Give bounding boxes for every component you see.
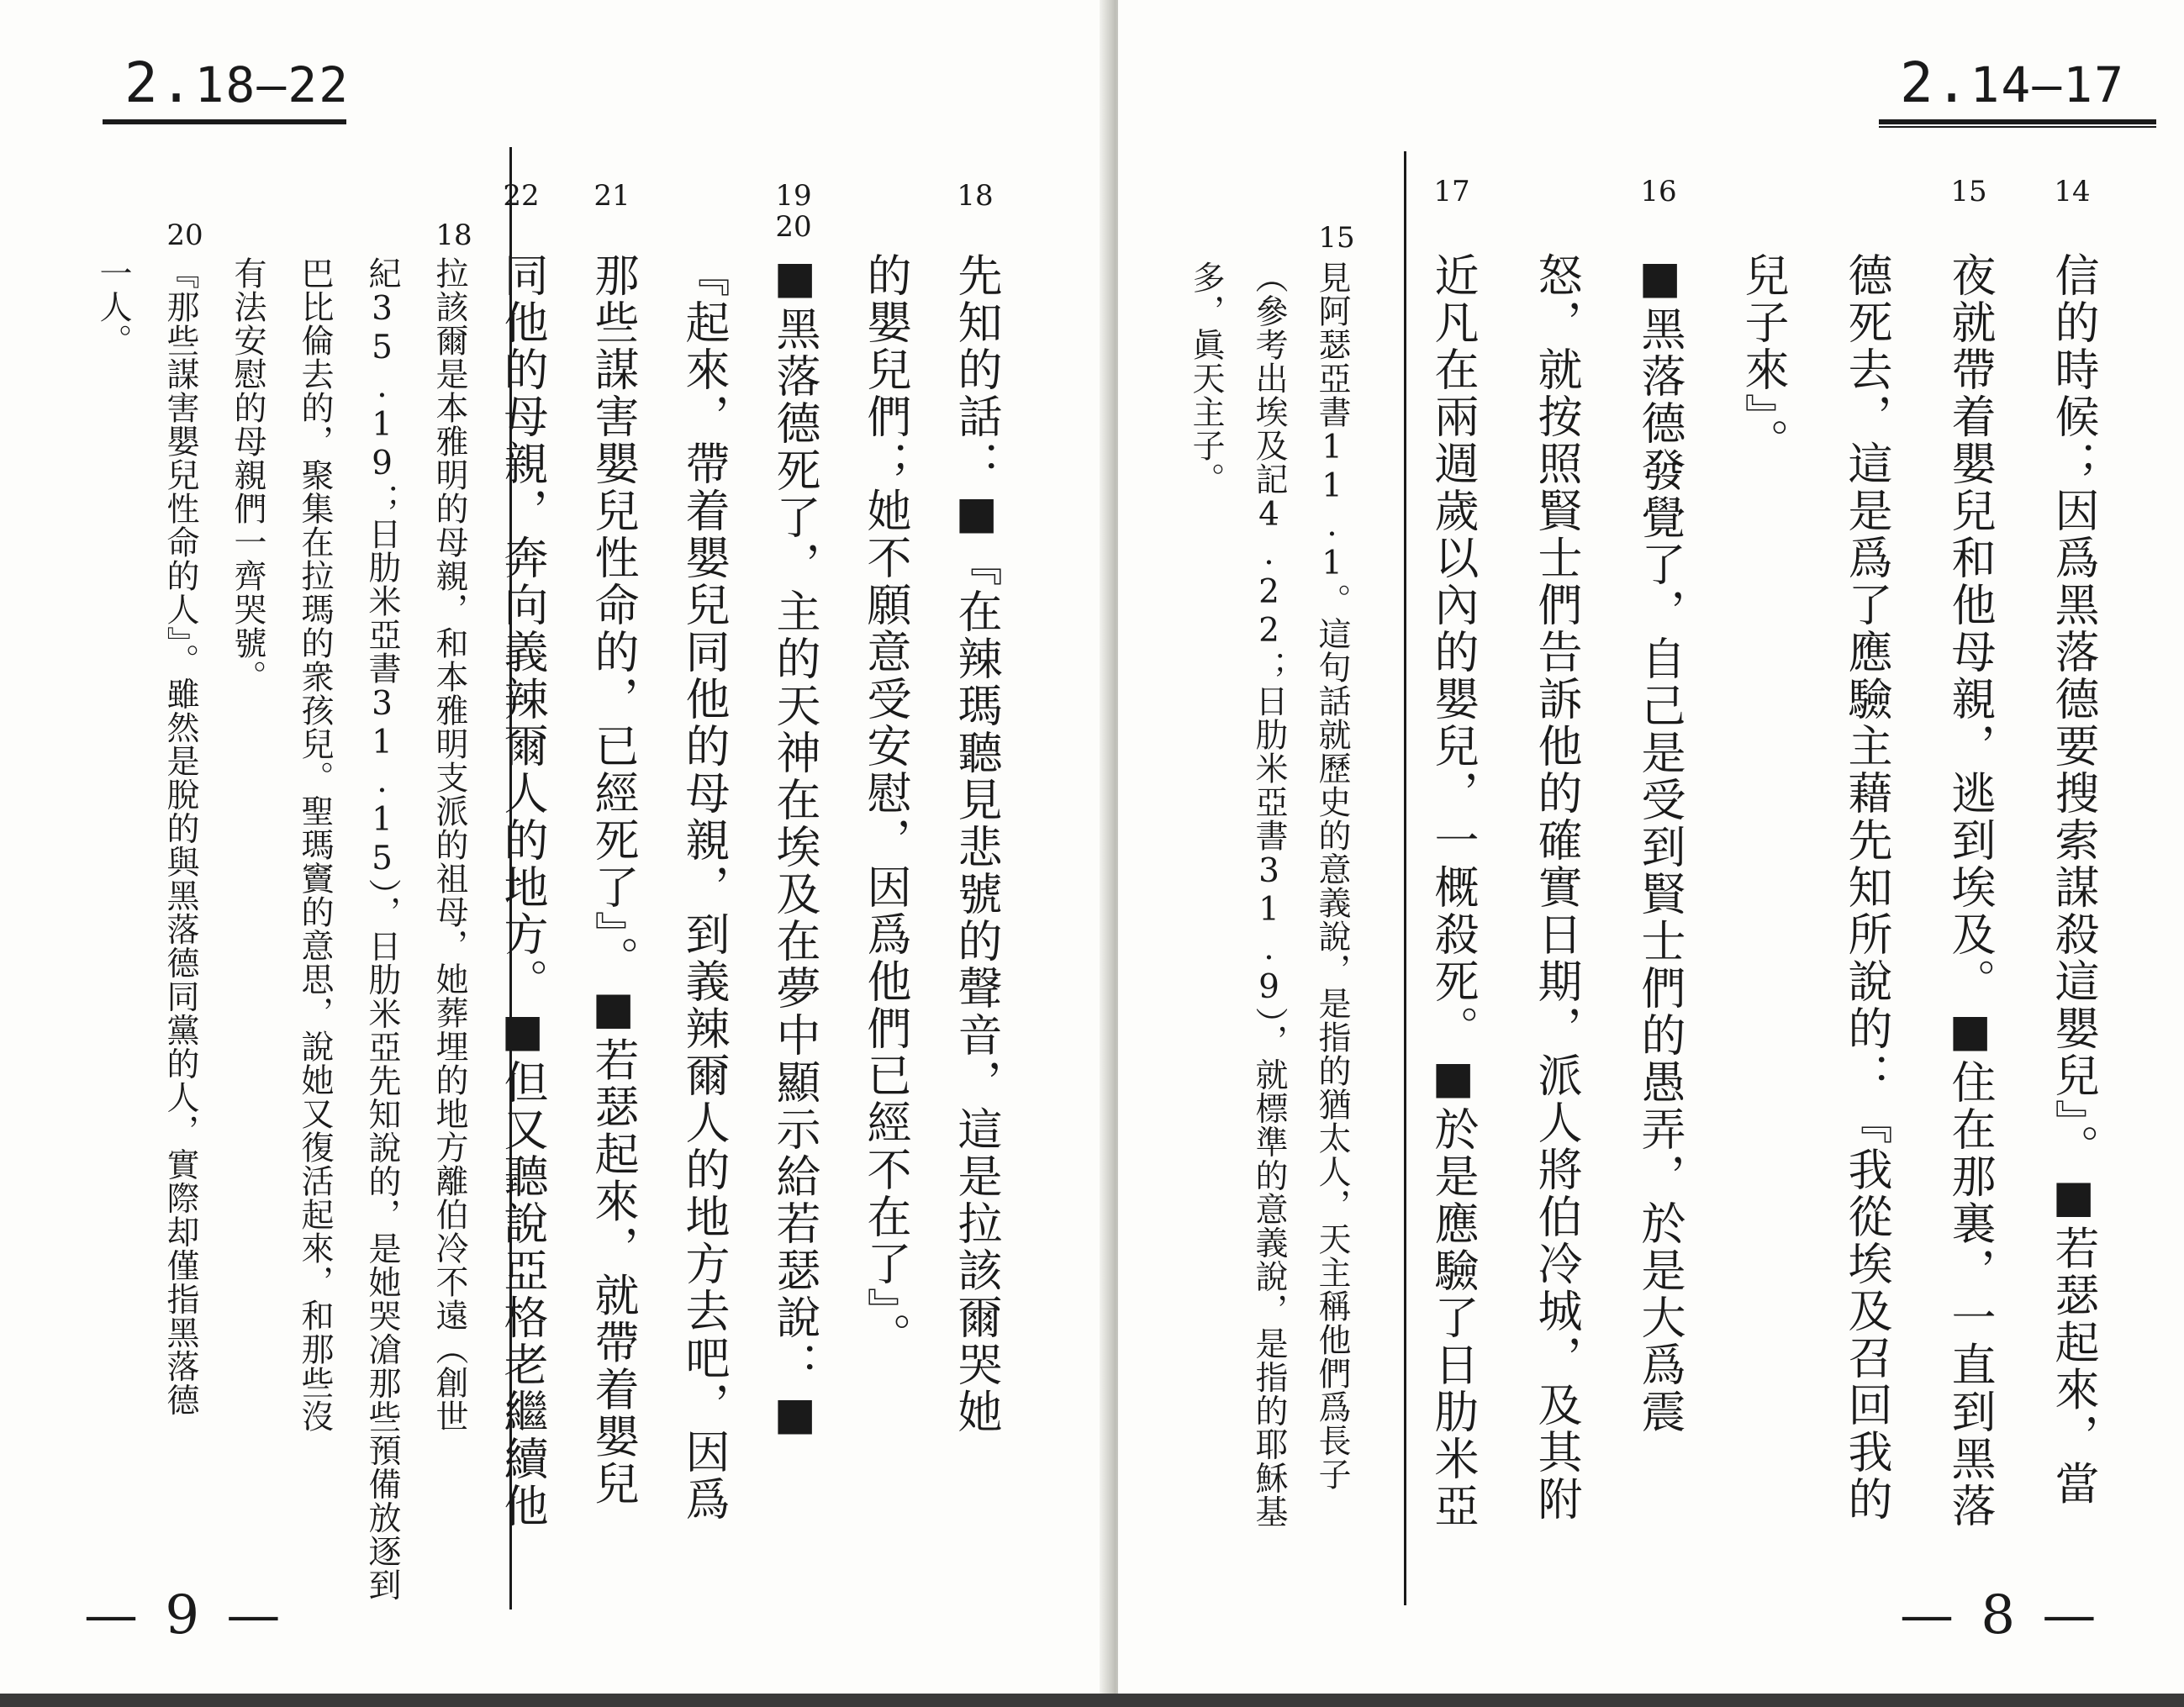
right-header-rule — [1879, 119, 2156, 124]
left-header-range: 18—22 — [194, 56, 351, 113]
left-main-verse-number: 19 20 — [775, 179, 812, 245]
left-folio: — 9 — — [84, 1584, 286, 1646]
right-main-text-column: ■黑落德發覺了，自己是受到賢士們的愚弄，於是大爲震 — [1634, 252, 1685, 1436]
right-header-chapter: 2. — [1900, 50, 1970, 115]
right-main-text-column: 夜就帶着嬰兒和他母親，逃到埃及。■住在那裏，一直到黑落 — [1944, 252, 1996, 1530]
right-folio: — 8 — — [1900, 1584, 2102, 1646]
left-header-chapter: 2. — [124, 50, 195, 115]
right-main-verse-number: 17 — [1433, 175, 1470, 208]
left-note-verse-number: 20 — [166, 219, 203, 252]
right-main-text-column: 怒，就按照賢士們告訴他的確實日期，派人將伯冷城，及其附 — [1531, 252, 1582, 1523]
left-main-text-column: ■黑落德死了，主的天神在埃及在夢中顯示給若瑟說：■ — [769, 252, 820, 1442]
right-main-verse-number: 16 — [1640, 175, 1677, 208]
right-main-text-column: 近凡在兩週歲以內的嬰兒，一概殺死。■於是應驗了日肋米亞 — [1427, 252, 1479, 1530]
right-note-text-column: （參考出埃及記4.22；日肋米亞書31.9），就標準的意義說，是指的耶穌基 — [1250, 261, 1288, 1529]
left-note-text-column: 『那些謀害嬰兒性命的人』。雖然是脫的與黑落德同黨的人，實際却僅指黑落德 — [161, 256, 199, 1417]
right-header-rule-thin — [1879, 126, 2156, 128]
left-note-text-column: 一人。 — [94, 256, 132, 357]
right-divider-rule — [1404, 151, 1406, 1605]
left-main-text-column: 同他的母親，奔向義辣爾人的地方。■但又聽說亞格老繼續他 — [497, 252, 548, 1530]
right-main-text-column: 信的時候；因爲黑落德要搜索謀殺這嬰兒』。■若瑟起來，當 — [2048, 252, 2099, 1508]
right-main-verse-number: 14 — [2054, 175, 2091, 208]
left-note-text-column: 巴比倫去的，聚集在拉瑪的衆孩兒。聖瑪竇的意思，說她又復活起來，和那些沒 — [296, 256, 334, 1433]
right-main-text-column: 德死去，這是爲了應驗主藉先知所說的：『我從埃及召回我的 — [1841, 252, 1892, 1523]
left-main-text-column: 的嬰兒們；她不願意受安慰，因爲他們已經不在了』。 — [860, 252, 911, 1360]
left-main-text-column: 那些謀害嬰兒性命的，已經死了』。■若瑟起來，就帶着嬰兒 — [588, 252, 639, 1508]
left-note-verse-number: 18 — [435, 219, 472, 252]
right-page — [1118, 0, 2184, 1707]
right-main-text-column: 兒子來』。 — [1738, 252, 1789, 466]
right-note-text-column: 多，眞天主子。 — [1187, 261, 1225, 496]
right-note-text-column: 見阿瑟亞書11.1。這句話就歷史的意義說，是指的猶太人，天主稱他們爲長子 — [1313, 261, 1351, 1491]
left-note-text-column: 紀35.19；日肋米亞書31.15），日肋米亞先知說的，是她哭凔那些預備放逐到 — [363, 256, 401, 1602]
right-main-verse-number: 15 — [1950, 175, 1987, 208]
right-page-header — [1900, 50, 2125, 115]
page-bottom-edge — [0, 1694, 2184, 1707]
right-header-range: 14—17 — [1970, 56, 2126, 113]
left-main-text-column: 先知的話：■『在辣瑪聽見悲號的聲音，這是拉該爾哭她 — [951, 252, 1002, 1436]
left-note-text-column: 有法安慰的母親們一齊哭號。 — [229, 256, 266, 693]
left-note-text-column: 拉該爾是本雅明的母親，和本雅明支派的祖母，她葬埋的地方離伯冷不遠（創世 — [430, 256, 468, 1433]
left-main-verse-number: 22 — [503, 179, 540, 213]
left-main-verse-number: 21 — [593, 179, 630, 213]
left-main-verse-number: 18 — [957, 179, 994, 213]
right-note-verse-number: 15 — [1318, 221, 1355, 255]
left-main-text-column: 『起來，帶着嬰兒同他的母親，到義辣爾人的地方去吧，因爲 — [678, 252, 730, 1523]
left-page-header — [124, 50, 350, 115]
left-header-rule — [103, 119, 346, 124]
